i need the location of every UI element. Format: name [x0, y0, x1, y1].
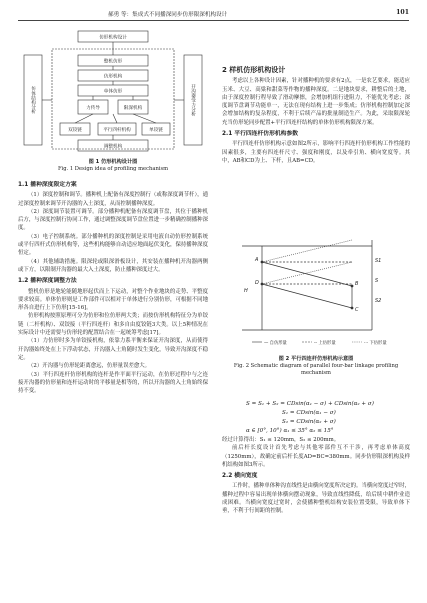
- paragraph: 仿形机构按照原理可分为仿形和位仿形两大类；而按仿形机构特征分为单铰链（二杆机构）、双铰接（平行四连杆）和多自由度铰链3大类。以上5种情况在实际设计中还需要与仿形轮的配置结合在一起统筹考虑[17]。: [18, 313, 208, 337]
- fig1-right-label: 开沟器受力分析: [190, 83, 196, 117]
- equation: S₁ = CDsin(α₁ − σ): [282, 410, 336, 416]
- section-2-2-heading: 2.2 横向宽度: [222, 473, 258, 480]
- paragraph: （3）平行四连杆仿形机构的连杆是作平面平行运动，在仿形过程中与之连接开沟器的仿形量和连杆运动时的平移量是相等的，所以开沟器的入土角始终保持不变。: [18, 371, 208, 395]
- figure-2-diagram: [222, 222, 410, 354]
- equation: α ∈ [0°, 10°) α₁ ≤ 35° α₂ ≤ 15°: [246, 428, 334, 434]
- section-2-1-heading: 2.1 平行四连杆仿形机构参数: [222, 131, 299, 138]
- label-s: S: [375, 278, 379, 284]
- left-column: [18, 178, 208, 598]
- label-a: A: [255, 257, 259, 263]
- page-number: 101: [396, 9, 409, 16]
- paragraph: 考虑以上各种设计因素，针对播种机的要求有2点，一是农艺要求，能适应玉米、大豆、高粱和甜菜等作物的播种深度。二是地块要求，耕整后的土地，由于深度控制行程导致了滑动摩擦，会增加机组行进阻力，不能优先考虑；深度调节盘调节功能单一，无法在现有结构上进一步集成；仿形机构控制加定深会增加结构的复杂程度，不利于后续产品的批量制造生产。为此，采取限深轮充当仿形轮同步配置+平行四连杆结构的单体仿形机构限深方案。: [222, 78, 410, 126]
- fig2-caption-en-2: mechanism: [301, 370, 331, 376]
- label-c: C: [355, 307, 359, 313]
- right-column-top: [222, 62, 410, 165]
- link-cd: [262, 284, 352, 308]
- paragraph: （4）其他辅助措施。限深轮或限深滑板设计，其安装在播种机开沟器两侧或下方，以限制开沟器的最大入土深度，防止播种深度过大。: [18, 258, 208, 273]
- section-1-2-heading: 1.2 播种深度调整方法: [18, 278, 77, 285]
- label-b: B: [355, 281, 359, 287]
- paragraph: （2）深度调节装置可调节。部分播种机配备有深度调节盘，其位于播种机后方，与深度控制行协同工作，通过调整深度调节盘位置进一步精确控制播种深度。: [18, 208, 208, 232]
- paragraph: （2）开沟器与仿形轮距离愈远，仿形量误差愈大。: [28, 363, 151, 370]
- fig1-single-label: 单体仿形: [103, 89, 123, 95]
- fig1-caption-en: Fig. 1 Design idea of profiling mechanism: [57, 166, 169, 172]
- fig2-caption-en: Fig. 2 Schematic diagram of parallel four-bar linkage profiling: [233, 363, 399, 369]
- label-s1: S1: [375, 258, 382, 264]
- running-title: 郝勇 等：集成式不同播深同步仿形限深机构设计: [108, 12, 228, 18]
- paragraph: （1）深度控制和调节。播种机上配备有深度控制行（或称深度调节杆），通过深度控制来调节开沟器的入土深度，从而控制播种深度。: [18, 192, 208, 207]
- label-s2: S2: [375, 298, 382, 304]
- label-d: D: [255, 280, 259, 286]
- fig1-depth-label: 限深机构: [123, 106, 143, 111]
- legend-item: -- 上仿形量: [314, 341, 336, 346]
- section-2-heading: 2 样机仿形机构设计: [222, 66, 286, 74]
- equation-note: 经过计算得出：S₁ ≤ 120mm，S₂ ≤ 200mm。: [222, 437, 340, 443]
- fig1-top-label: 仿形机构设计: [99, 35, 127, 41]
- legend-item: — 自仿形量: [264, 341, 287, 346]
- label-h: H: [244, 288, 248, 294]
- fig1-left-label: 仿体结构分析: [30, 86, 36, 114]
- fig1-sensor-label: 力传导: [86, 106, 100, 111]
- fig1-link-c-label: 单铰链: [149, 128, 163, 133]
- right-column-bottom: [222, 400, 410, 516]
- paragraph: 整机仿形是地轮能随地形起伏而上下运动，对整个作业地块的走势、平整度要求较高。单体仿形则是工作部件可以相对于单体进行分别仿形，可根据不同地形各自进行上下仿形[15-16]。: [18, 288, 208, 312]
- paragraph: （1）力仿形时多为单铰接机构，依靠力系平衡来保证开沟深度，从而使得开沟器始终处在上下浮动状态，开沟器入土角随时发生变化，导致开沟深度不稳定。: [18, 338, 208, 361]
- fig1-caption-cn: 图 1 仿形机构设计图: [88, 159, 138, 165]
- figure-2: [222, 222, 410, 382]
- section-1-1-heading: 1.1 播种深度限定方案: [18, 182, 77, 188]
- legend-item: ··· 下仿形量: [364, 341, 387, 346]
- figure-1-diagram: [18, 25, 208, 157]
- fig1-sub-mech-label: 仿形机构: [103, 74, 123, 80]
- running-header: [18, 8, 409, 21]
- paragraph: （3）电子控制系统。部分播种机的深度控制是采用电液自动仿形控制系统或平行四杆式仿形机构等，这些机构能够自动适应地面起伏变化，保持播种深度恒定。: [18, 233, 208, 257]
- equation: S = S₁ + S₂ = CDsin(α₁ − σ) + CDsin(α₂ + σ): [246, 401, 374, 407]
- fig1-sub-unit-label: 整机仿形: [103, 59, 123, 65]
- fig1-link-b-label: 平行四杆机构: [103, 128, 131, 133]
- paragraph: 前后杆长度设计首先考虑与其他零部件互不干涉，再考虑单体高度（1250mm），故确定前后杆长度AD=BC=380mm。同步仿形限深机构及样机结构如图3所示。: [222, 445, 410, 468]
- fig1-link-a-label: 双铰链: [68, 128, 82, 133]
- fig2-caption-cn: 图 2 平行四连杆仿形机构示意图: [278, 356, 354, 362]
- fig1-wheel-label: 调整机构: [103, 144, 123, 150]
- paragraph: 工作时，播种单体种沟直线性是由横向宽度所决定的。当横向宽度过窄时，播种过程中容易出现单体横向摆动现象，导致直线性降低，给后续中耕作业造成困难。当横向宽度过宽时，会使播种整机结构安装位置受限，导致单体下垂，不利于行间距的控制。: [222, 483, 410, 515]
- figure-1: [18, 25, 208, 175]
- paragraph: 平行四连杆仿形机构示意如图2所示，影响平行四连杆仿形机构工作性能的因素很多，主要有四连杆尺寸、强度和刚度，以及牵引角、横向宽度等。其中，AB和CD为上、下杆，且AB=CD。: [222, 141, 410, 164]
- equation: S₂ = CDsin(α₂ + σ): [282, 419, 336, 425]
